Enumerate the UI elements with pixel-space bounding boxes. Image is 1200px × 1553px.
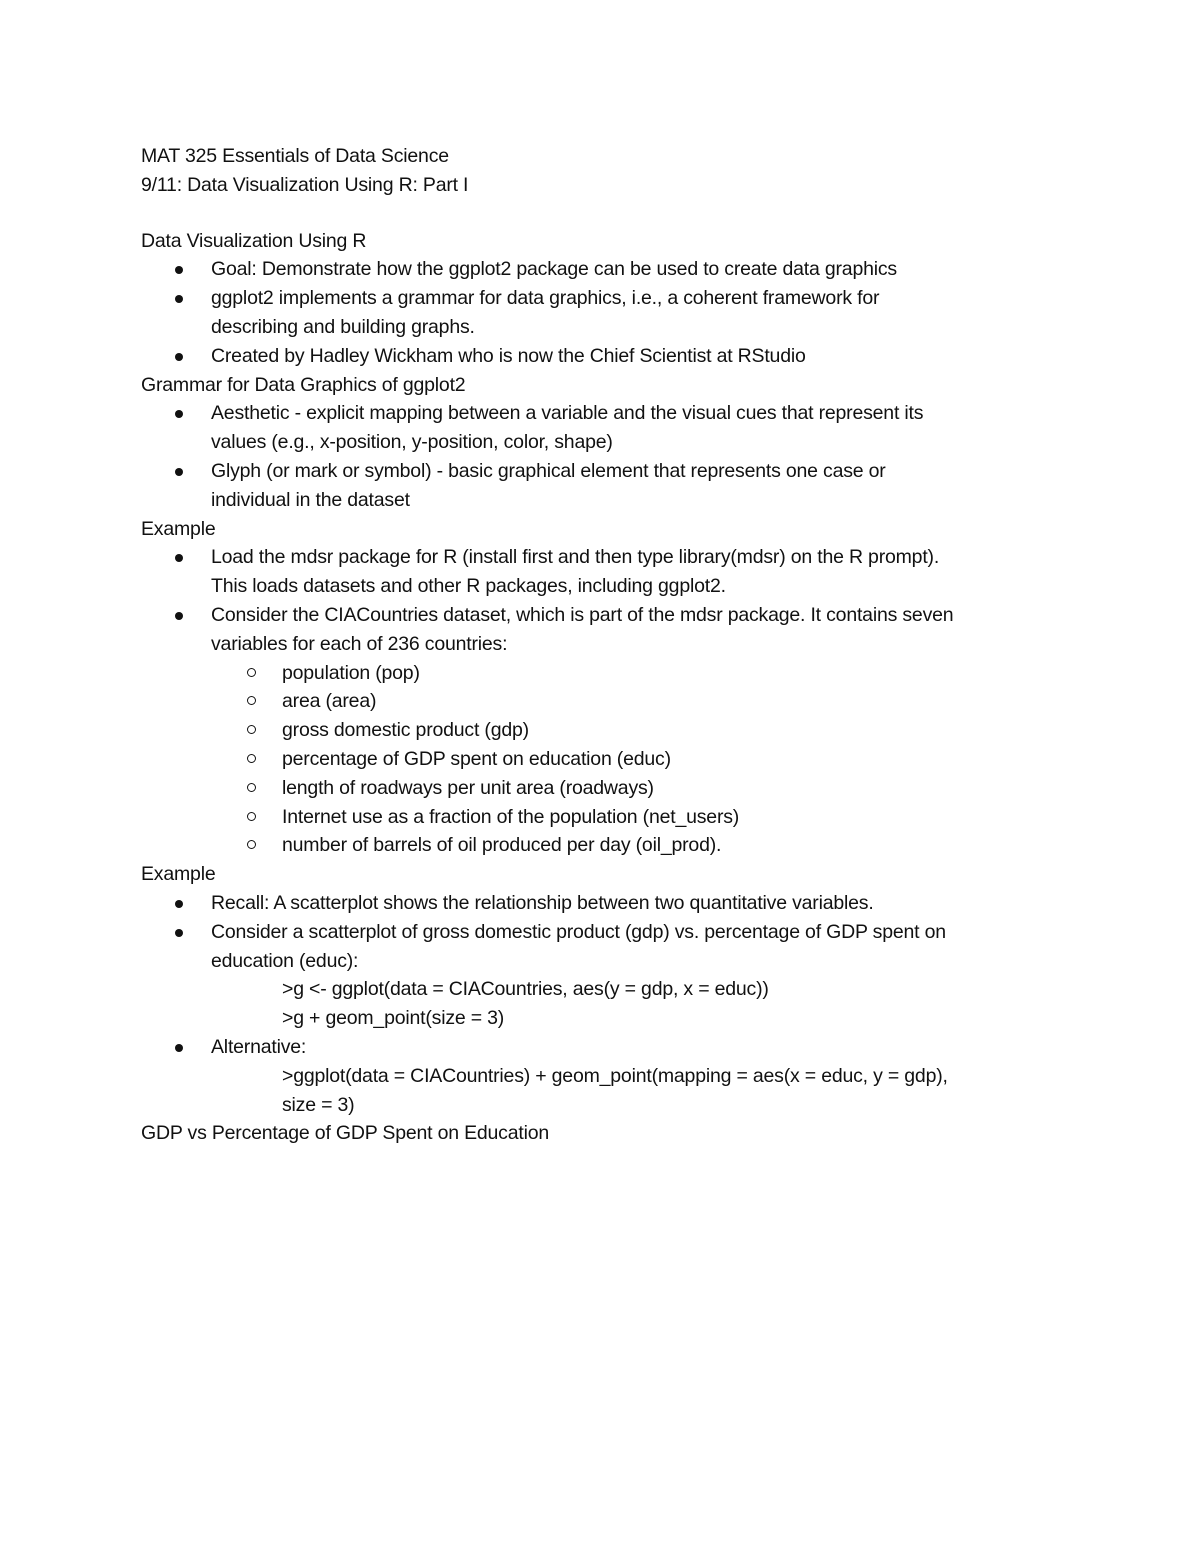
bullet-list [141, 543, 1071, 658]
list-item-line: education (educ): [211, 949, 359, 972]
list-item [141, 918, 1071, 976]
section-heading-example-1: Example [141, 517, 216, 540]
circle-bullet-icon [247, 725, 256, 734]
bullet-icon [175, 266, 183, 274]
sub-list-item-label: population (pop) [282, 661, 420, 684]
bullet-icon [175, 468, 183, 476]
figure-heading: GDP vs Percentage of GDP Spent on Education [141, 1122, 550, 1145]
circle-bullet-icon [247, 812, 256, 821]
sub-list-item [141, 687, 1071, 716]
list-item-line: Consider a scatterplot of gross domestic product (gdp) vs. percentage of GDP spent on [211, 920, 946, 943]
list-item-line: Consider the CIACountries dataset, which is part of the mdsr package. It contains seven [211, 603, 954, 626]
list-item-line: individual in the dataset [211, 488, 410, 511]
sub-list-item-label: gross domestic product (gdp) [282, 719, 529, 742]
code-line: >g <- ggplot(data = CIACountries, aes(y = gdp, x = educ)) [282, 978, 769, 1001]
section-heading-data-visualization: Data Visualization Using R [141, 229, 367, 252]
document-page [141, 142, 1071, 1148]
sub-list-item-label: Internet use as a fraction of the population (net_users) [282, 805, 740, 828]
circle-bullet-icon [247, 696, 256, 705]
bullet-list [141, 255, 1071, 370]
code-line: size = 3) [282, 1093, 355, 1116]
list-item [141, 255, 1071, 284]
list-item [141, 543, 1071, 601]
list-item [141, 284, 1071, 342]
sub-list-item [141, 716, 1071, 745]
section-heading-grammar: Grammar for Data Graphics of ggplot2 [141, 373, 466, 396]
sub-list-item [141, 659, 1071, 688]
list-item-line: describing and building graphs. [211, 315, 475, 338]
list-item [141, 399, 1071, 457]
circle-bullet-icon [247, 668, 256, 677]
bullet-icon [175, 612, 183, 620]
code-line: >g + geom_point(size = 3) [282, 1007, 505, 1030]
list-item-line: Glyph (or mark or symbol) - basic graphical element that represents one case or [211, 459, 886, 482]
list-item [141, 457, 1071, 515]
bullet-icon [175, 1044, 183, 1052]
sub-list-item-label: percentage of GDP spent on education (educ) [282, 747, 671, 770]
sub-list-item [141, 831, 1071, 860]
bullet-icon [175, 929, 183, 937]
list-item-line: variables for each of 236 countries: [211, 632, 508, 655]
blank-line [141, 200, 1071, 227]
circle-bullet-icon [247, 783, 256, 792]
list-item [141, 601, 1071, 659]
list-item-line: Load the mdsr package for R (install first and then type library(mdsr) on the R prompt). [211, 546, 940, 569]
bullet-list [141, 889, 1071, 975]
list-item-line: Recall: A scatterplot shows the relationship between two quantitative variables. [211, 891, 874, 914]
sub-list-item [141, 774, 1071, 803]
list-item [141, 1033, 1071, 1062]
bullet-icon [175, 410, 183, 418]
code-line: >ggplot(data = CIACountries) + geom_point(mapping = aes(x = educ, y = gdp), [282, 1064, 948, 1087]
bullet-icon [175, 554, 183, 562]
bullet-list [141, 1033, 1071, 1062]
bullet-icon [175, 900, 183, 908]
list-item-line: ggplot2 implements a grammar for data graphics, i.e., a coherent framework for [211, 287, 880, 310]
circle-bullet-icon [247, 754, 256, 763]
sub-list [141, 659, 1071, 861]
circle-bullet-icon [247, 840, 256, 849]
list-item [141, 342, 1071, 371]
lecture-title: 9/11: Data Visualization Using R: Part I [141, 173, 469, 196]
list-item-line: Alternative: [211, 1035, 307, 1058]
sub-list-item [141, 803, 1071, 832]
course-title: MAT 325 Essentials of Data Science [141, 145, 449, 167]
sub-list-item-label: number of barrels of oil produced per day (oil_prod). [282, 834, 722, 857]
sub-list-item [141, 745, 1071, 774]
bullet-icon [175, 353, 183, 361]
list-item-line: values (e.g., x-position, y-position, color, shape) [211, 431, 613, 454]
list-item [141, 889, 1071, 918]
sub-list-item-label: area (area) [282, 690, 377, 713]
list-item-line: This loads datasets and other R packages, including ggplot2. [211, 575, 726, 598]
bullet-icon [175, 295, 183, 303]
list-item-line: Created by Hadley Wickham who is now the Chief Scientist at RStudio [211, 344, 806, 367]
bullet-list [141, 399, 1071, 514]
list-item-line: Aesthetic - explicit mapping between a variable and the visual cues that represent its [211, 402, 924, 425]
list-item-line: Goal: Demonstrate how the ggplot2 package can be used to create data graphics [211, 258, 897, 281]
section-heading-example-2: Example [141, 863, 216, 886]
sub-list-item-label: length of roadways per unit area (roadways) [282, 776, 654, 799]
